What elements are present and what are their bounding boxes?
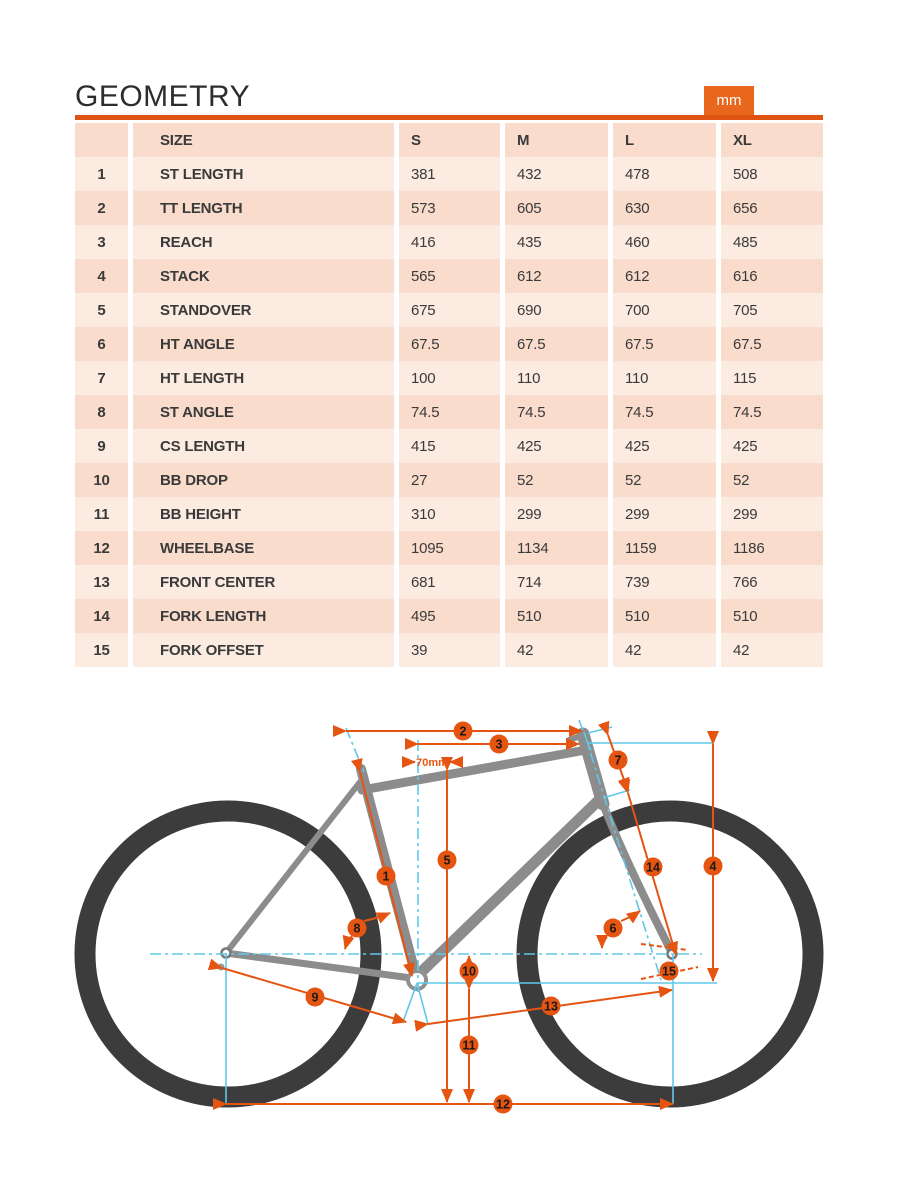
dim-badge-9 (306, 988, 325, 1007)
table-row (75, 497, 823, 531)
row-value: 510 (613, 599, 716, 633)
row-label: HT ANGLE (133, 327, 394, 361)
table-row (75, 361, 823, 395)
row-value: 110 (613, 361, 716, 395)
row-label: WHEELBASE (133, 531, 394, 565)
row-value: 714 (505, 565, 608, 599)
header-cell-xl: XL (721, 123, 823, 157)
row-label: CS LENGTH (133, 429, 394, 463)
row-value: 700 (613, 293, 716, 327)
dim-badge-4 (704, 857, 723, 876)
row-value: 310 (399, 497, 500, 531)
table-row (75, 429, 823, 463)
svg-text:14: 14 (646, 860, 660, 875)
dim-badge-5 (438, 851, 457, 870)
dim-badge-10 (460, 962, 479, 981)
svg-text:5: 5 (443, 853, 451, 868)
geometry-table (75, 123, 823, 667)
dim-badge-11 (460, 1036, 479, 1055)
dim-badge-2 (454, 722, 473, 741)
row-value: 739 (613, 565, 716, 599)
row-value: 52 (505, 463, 608, 497)
row-value: 27 (399, 463, 500, 497)
row-number: 12 (75, 531, 128, 565)
row-label: REACH (133, 225, 394, 259)
row-value: 415 (399, 429, 500, 463)
table-row (75, 157, 823, 191)
row-value: 573 (399, 191, 500, 225)
row-value: 52 (613, 463, 716, 497)
row-value: 67.5 (721, 327, 823, 361)
row-value: 656 (721, 191, 823, 225)
row-value: 42 (613, 633, 716, 667)
row-value: 766 (721, 565, 823, 599)
dim-badge-3 (490, 735, 509, 754)
dim-badge-7 (609, 751, 628, 770)
unit-badge: mm (704, 86, 754, 115)
svg-text:4: 4 (709, 859, 717, 874)
row-value: 690 (505, 293, 608, 327)
svg-text:15: 15 (662, 964, 676, 979)
svg-text:6: 6 (609, 921, 617, 936)
table-row (75, 225, 823, 259)
row-value: 67.5 (505, 327, 608, 361)
row-value: 1134 (505, 531, 608, 565)
row-value: 110 (505, 361, 608, 395)
table-row (75, 191, 823, 225)
row-number: 2 (75, 191, 128, 225)
row-value: 605 (505, 191, 608, 225)
row-value: 705 (721, 293, 823, 327)
row-value: 510 (505, 599, 608, 633)
row-label: FORK OFFSET (133, 633, 394, 667)
row-value: 435 (505, 225, 608, 259)
row-value: 485 (721, 225, 823, 259)
row-value: 299 (613, 497, 716, 531)
row-value: 100 (399, 361, 500, 395)
row-value: 67.5 (399, 327, 500, 361)
svg-text:8: 8 (353, 921, 361, 936)
table-row (75, 293, 823, 327)
row-value: 416 (399, 225, 500, 259)
bb-extension-left (403, 983, 417, 1022)
row-value: 39 (399, 633, 500, 667)
header-cell-l: L (613, 123, 716, 157)
row-label: STACK (133, 259, 394, 293)
dim-badge-12 (494, 1095, 513, 1114)
row-label: FORK LENGTH (133, 599, 394, 633)
row-value: 478 (613, 157, 716, 191)
table-row (75, 531, 823, 565)
row-value: 42 (505, 633, 608, 667)
svg-text:3: 3 (495, 737, 503, 752)
svg-text:9: 9 (311, 990, 319, 1005)
row-value: 612 (613, 259, 716, 293)
dim-badge-14 (644, 858, 663, 877)
chain-stay (226, 953, 411, 978)
row-value: 115 (721, 361, 823, 395)
table-header-row (75, 123, 823, 157)
dim-badge-13 (542, 997, 561, 1016)
header-cell-m: M (505, 123, 608, 157)
row-number: 14 (75, 599, 128, 633)
row-label: HT LENGTH (133, 361, 394, 395)
row-label: ST ANGLE (133, 395, 394, 429)
ht-bottom-tick (603, 790, 630, 798)
dim-st-angle-leader-a (345, 936, 352, 949)
center-offset-label: 70mm (416, 757, 448, 769)
row-number: 8 (75, 395, 128, 429)
row-value: 1159 (613, 531, 716, 565)
table-row (75, 599, 823, 633)
row-value: 565 (399, 259, 500, 293)
svg-text:7: 7 (614, 753, 622, 768)
dim-badge-15 (660, 962, 679, 981)
row-label: BB DROP (133, 463, 394, 497)
down-tube (415, 800, 599, 978)
top-tube (362, 750, 586, 790)
row-label: BB HEIGHT (133, 497, 394, 531)
svg-text:10: 10 (462, 964, 476, 979)
row-value: 616 (721, 259, 823, 293)
row-number: 7 (75, 361, 128, 395)
row-number: 4 (75, 259, 128, 293)
page-title: GEOMETRY (75, 80, 251, 113)
svg-text:11: 11 (462, 1038, 476, 1053)
row-label: FRONT CENTER (133, 565, 394, 599)
row-number: 13 (75, 565, 128, 599)
row-number: 6 (75, 327, 128, 361)
dim-ht-angle-leader-b (621, 911, 640, 921)
svg-text:2: 2 (459, 724, 467, 739)
dim-badge-6 (604, 919, 623, 938)
row-value: 67.5 (613, 327, 716, 361)
row-number: 15 (75, 633, 128, 667)
row-label: TT LENGTH (133, 191, 394, 225)
row-label: STANDOVER (133, 293, 394, 327)
row-value: 432 (505, 157, 608, 191)
dim-ht-angle-leader-a (602, 937, 607, 948)
row-value: 381 (399, 157, 500, 191)
head-tube (583, 734, 603, 804)
row-value: 1095 (399, 531, 500, 565)
table-row (75, 633, 823, 667)
row-value: 510 (721, 599, 823, 633)
svg-text:12: 12 (496, 1097, 510, 1112)
table-row (75, 327, 823, 361)
table-row (75, 463, 823, 497)
row-value: 508 (721, 157, 823, 191)
row-value: 675 (399, 293, 500, 327)
row-value: 425 (721, 429, 823, 463)
header-cell (75, 123, 128, 157)
row-value: 425 (505, 429, 608, 463)
row-number: 9 (75, 429, 128, 463)
table-row (75, 565, 823, 599)
row-value: 425 (613, 429, 716, 463)
row-value: 52 (721, 463, 823, 497)
svg-text:1: 1 (382, 869, 390, 884)
bike-geometry-diagram (0, 690, 900, 1170)
geometry-table-body (75, 157, 823, 667)
row-label: ST LENGTH (133, 157, 394, 191)
row-value: 612 (505, 259, 608, 293)
ht-top-tick (588, 727, 612, 733)
row-value: 630 (613, 191, 716, 225)
row-value: 299 (721, 497, 823, 531)
row-number: 11 (75, 497, 128, 531)
svg-text:13: 13 (544, 999, 558, 1014)
row-value: 74.5 (505, 395, 608, 429)
table-row (75, 395, 823, 429)
row-value: 42 (721, 633, 823, 667)
row-number: 3 (75, 225, 128, 259)
row-value: 74.5 (399, 395, 500, 429)
row-value: 495 (399, 599, 500, 633)
table-row (75, 259, 823, 293)
row-number: 10 (75, 463, 128, 497)
row-number: 1 (75, 157, 128, 191)
row-value: 299 (505, 497, 608, 531)
dim-badge-8 (348, 919, 367, 938)
row-value: 1186 (721, 531, 823, 565)
dim-badge-1 (377, 867, 396, 886)
header-cell-s: S (399, 123, 500, 157)
row-value: 681 (399, 565, 500, 599)
row-value: 74.5 (721, 395, 823, 429)
header-rule (75, 115, 823, 120)
row-value: 74.5 (613, 395, 716, 429)
row-value: 460 (613, 225, 716, 259)
row-number: 5 (75, 293, 128, 327)
header-cell-size: SIZE (133, 123, 394, 157)
